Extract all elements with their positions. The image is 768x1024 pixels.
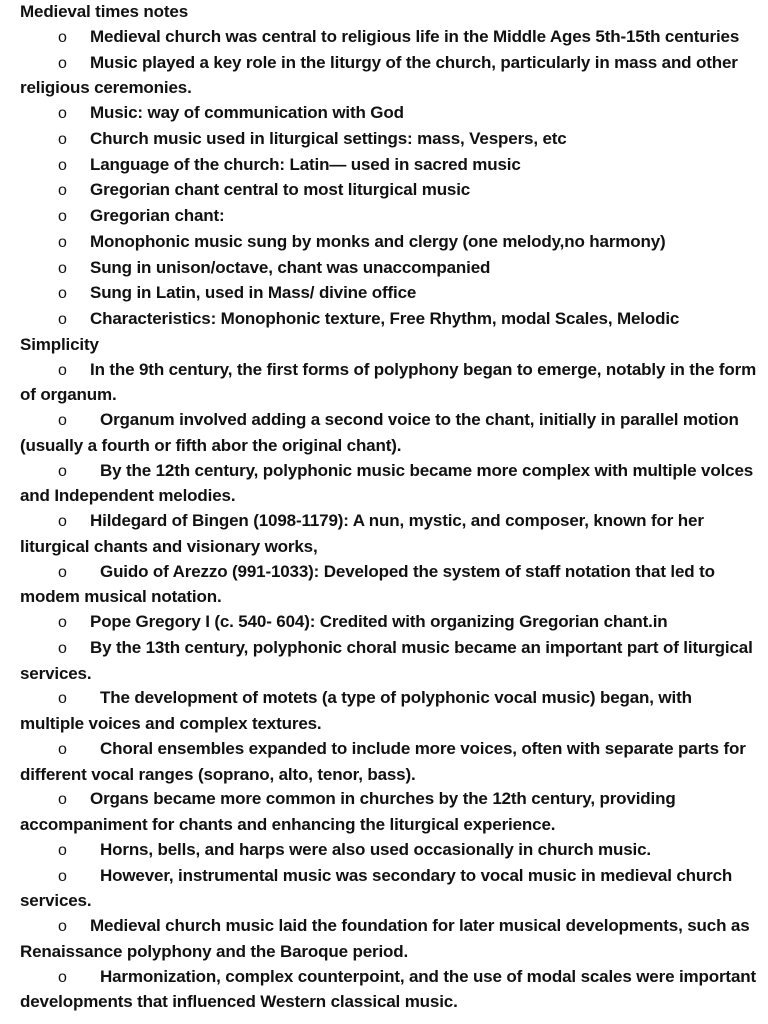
bullet-icon: o (58, 513, 67, 530)
list-item-text: Harmonization, complex counterpoint, and the use of modal scales were important developments that influenced Western classical music. (20, 966, 756, 1012)
list-item (20, 459, 760, 510)
list-item (20, 178, 760, 204)
list-item-text: By the 12th century, polyphonic music became more complex with multiple volces and Independent melodies. (20, 460, 754, 506)
list-item (20, 256, 760, 282)
page-title: Medieval times notes (20, 2, 189, 21)
bullet-icon: o (58, 841, 67, 859)
bullet-icon: o (58, 690, 67, 708)
bullet-icon: o (58, 918, 67, 935)
list-item-text: Sung in unison/octave, chant was unaccompanied (90, 257, 491, 277)
list-item (20, 25, 760, 51)
bullet-icon: o (58, 208, 67, 225)
bullet-icon: o (58, 54, 67, 72)
list-item-text: Pope Gregory I (c. 540- 604): Credited with organizing Gregorian chant.in (90, 612, 668, 631)
list-item-text: Choral ensembles expanded to include more voices, often with separate parts for different vocal ranges (soprano, alto, tenor, bass). (20, 738, 746, 784)
list-item (20, 408, 760, 459)
list-item-text: Organum involved adding a second voice to the chant, initially in parallel motion (usually a fourth or fifth abor the original chant). (20, 410, 739, 455)
list-item-text: Medieval church music laid the foundation for later musical developments, such as Renaissance polyphony and the Baroque period. (20, 916, 750, 961)
bullet-icon: o (58, 259, 67, 277)
bullet-icon: o (58, 639, 67, 657)
list-item (20, 636, 760, 687)
bullet-icon: o (58, 614, 67, 631)
list-item-text: The development of motets (a type of polyphonic vocal music) began, with multiple voices and complex textures. (20, 688, 692, 733)
list-item (20, 204, 760, 230)
bullet-icon: o (58, 462, 67, 480)
list-item-text: Characteristics: Monophonic texture, Free Rhythm, modal Scales, Melodic Simplicity (20, 309, 680, 354)
bullet-icon: o (58, 182, 67, 200)
bullet-icon: o (58, 968, 67, 986)
list-item-text: However, instrumental music was secondary to vocal music in medieval church services. (20, 865, 733, 911)
list-item-text: Medieval church was central to religious life in the Middle Ages 5th-15th centuries (90, 26, 740, 46)
bullet-icon: o (58, 130, 67, 148)
list-item-text: Organs became more common in churches by the 12th century, providing accompaniment for chants and enhancing the liturgical experience. (20, 789, 676, 834)
bullet-icon: o (58, 233, 67, 251)
list-item-text: By the 13th century, polyphonic choral music became an important part of liturgical services. (20, 637, 753, 683)
list-item (20, 127, 760, 153)
list-item (20, 864, 760, 915)
list-item (20, 230, 760, 256)
bullet-icon: o (58, 740, 67, 758)
list-item (20, 281, 760, 307)
list-item-text: Guido of Arezzo (991-1033): Developed the system of staff notation that led to modem musical notation. (20, 561, 715, 607)
list-item (20, 509, 760, 560)
list-item-text: Language of the church: Latin— used in sacred music (90, 154, 521, 174)
bullet-icon: o (58, 361, 67, 379)
list-item (20, 838, 760, 864)
list-item-text: Church music used in liturgical settings: mass, Vespers, etc (90, 128, 567, 148)
list-item-text: Music played a key role in the liturgy of the church, particularly in mass and other religious ceremonies. (20, 52, 738, 98)
list-item (20, 153, 760, 179)
list-item (20, 686, 760, 737)
list-item (20, 737, 760, 788)
list-item-text: Horns, bells, and harps were also used occasionally in church music. (100, 839, 651, 859)
bullet-icon: o (58, 28, 67, 46)
list-item-text: Gregorian chant central to most liturgical music (90, 180, 471, 200)
list-item (20, 787, 760, 838)
list-item-text: Gregorian chant: (90, 206, 225, 225)
bullet-icon: o (58, 156, 67, 174)
bullet-icon: o (58, 105, 67, 122)
list-item (20, 560, 760, 611)
list-item (20, 307, 760, 358)
bullet-icon: o (58, 311, 67, 328)
list-item (20, 610, 760, 636)
list-item-text: In the 9th century, the first forms of polyphony began to emerge, notably in the form of organum. (20, 359, 757, 405)
list-item (20, 101, 760, 127)
bullet-icon: o (58, 412, 67, 429)
list-item-text: Monophonic music sung by monks and clergy (one melody,no harmony) (90, 231, 666, 251)
list-item (20, 51, 760, 102)
list-item-text: Sung in Latin, used in Mass/ divine office (90, 283, 417, 303)
bullet-icon: o (58, 563, 67, 581)
list-item (20, 914, 760, 965)
bullet-icon: o (58, 791, 67, 809)
notes-document (20, 0, 760, 1015)
list-item (20, 358, 760, 409)
bullet-icon: o (58, 285, 67, 303)
list-item (20, 965, 760, 1016)
list-item-text: Music: way of communication with God (90, 103, 404, 122)
bullet-icon: o (58, 867, 67, 885)
list-item-text: Hildegard of Bingen (1098-1179): A nun, mystic, and composer, known for her liturgical chants and visionary works, (20, 511, 704, 556)
